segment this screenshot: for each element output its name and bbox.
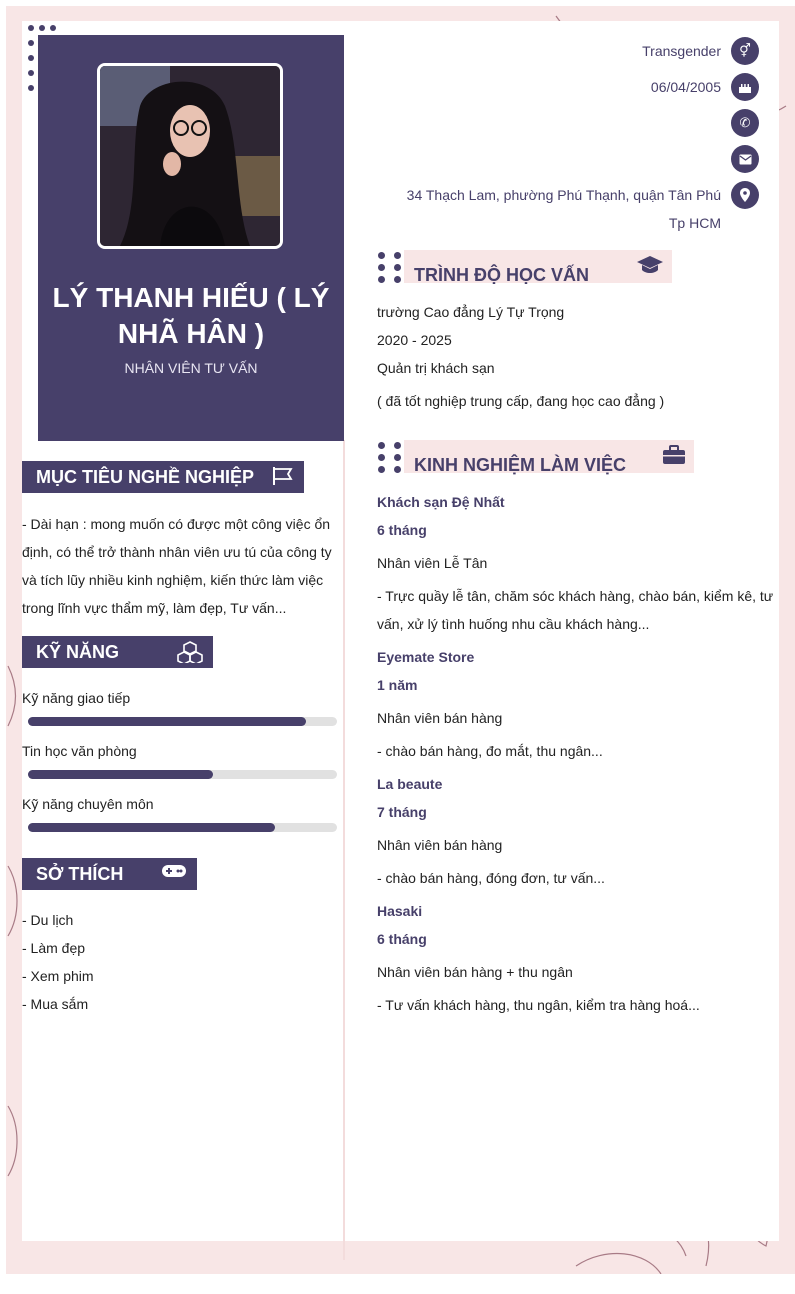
objective-line-2: định, có thể trở thành nhân viên ưu tú của công ty <box>22 544 332 560</box>
hobby-3: - Xem phim <box>22 968 94 984</box>
job-desc-4: - Tư vấn khách hàng, thu ngân, kiểm tra hàng hoá... <box>377 997 700 1013</box>
education-heading <box>404 250 672 283</box>
job-company-1: Khách sạn Đệ Nhất <box>377 494 505 510</box>
floral-decoration-left <box>6 646 22 1266</box>
skill-bar-fill-3 <box>28 823 275 832</box>
address-line2: Tp HCM <box>668 215 721 231</box>
address-line1: 34 Thạch Lam, phường Phú Thạnh, quận Tân Phú <box>406 187 721 203</box>
objective-heading <box>22 461 304 493</box>
hobby-1: - Du lịch <box>22 912 74 928</box>
skills-heading <box>22 636 213 668</box>
contact-phone <box>721 109 759 137</box>
skill-bar-3 <box>28 823 337 832</box>
skill-label-3: Kỹ năng chuyên môn <box>22 796 154 812</box>
hobbies-heading-text: SỞ THÍCH <box>36 863 124 884</box>
graduation-cap-icon <box>636 255 664 281</box>
column-divider <box>343 440 345 1260</box>
education-years: 2020 - 2025 <box>377 332 452 348</box>
phone-icon: ✆ <box>731 109 759 137</box>
education-heading-text: TRÌNH ĐỘ HỌC VẤN <box>414 265 589 285</box>
cubes-icon <box>177 641 203 668</box>
gamepad-icon <box>161 863 187 884</box>
cake-icon <box>731 73 759 101</box>
avatar-photo <box>100 66 280 246</box>
experience-heading-text: KINH NGHIỆM LÀM VIỆC <box>414 455 627 475</box>
job-title: NHÂN VIÊN TƯ VẤN <box>124 360 258 376</box>
job-duration-2: 1 năm <box>377 677 418 693</box>
briefcase-icon <box>662 445 686 471</box>
map-pin-icon <box>731 181 759 209</box>
job-position-2: Nhân viên bán hàng <box>377 710 503 726</box>
contact-birthday <box>651 73 759 101</box>
job-desc-1a: - Trực quầy lễ tân, chăm sóc khách hàng, chào bán, kiểm kê, tư <box>377 588 774 604</box>
contact-gender <box>642 37 759 65</box>
candidate-name: LÝ THANH HIẾU ( LÝ NHÃ HÂN ) <box>52 282 330 349</box>
hobby-4: - Mua sắm <box>22 996 89 1012</box>
skill-bar-fill-1 <box>28 717 306 726</box>
job-company-4: Hasaki <box>377 903 423 919</box>
flag-icon <box>272 466 294 491</box>
hobby-2: - Làm đẹp <box>22 940 86 956</box>
skill-label-2: Tin học văn phòng <box>22 743 137 759</box>
education-major: Quản trị khách sạn <box>377 360 495 376</box>
job-desc-2: - chào bán hàng, đo mắt, thu ngân... <box>377 743 603 759</box>
job-position-4: Nhân viên bán hàng + thu ngân <box>377 964 573 980</box>
job-duration-3: 7 tháng <box>377 804 427 820</box>
objective-line-4: trong lĩnh vực thẩm mỹ, làm đẹp, Tư vấn... <box>22 600 287 616</box>
contact-email <box>721 145 759 173</box>
skill-label-1: Kỹ năng giao tiếp <box>22 690 131 706</box>
experience-heading <box>404 440 694 473</box>
education-note: ( đã tốt nghiệp trung cấp, đang học cao đẳng ) <box>377 393 665 409</box>
gender-text: Transgender <box>642 43 721 59</box>
objective-heading-text: MỤC TIÊU NGHỀ NGHIỆP <box>36 466 255 487</box>
job-duration-1: 6 tháng <box>377 522 427 538</box>
job-company-2: Eyemate Store <box>377 649 475 665</box>
objective-line-3: và tích lũy nhiều kinh nghiệm, kiến thức làm việc <box>22 572 324 588</box>
gender-icon: ⚥ <box>731 37 759 65</box>
job-duration-4: 6 tháng <box>377 931 427 947</box>
skill-bar-2 <box>28 770 337 779</box>
job-position-1: Nhân viên Lễ Tân <box>377 555 488 571</box>
skill-bar-1 <box>28 717 337 726</box>
avatar <box>97 63 283 249</box>
job-position-3: Nhân viên bán hàng <box>377 837 503 853</box>
skill-bar-fill-2 <box>28 770 213 779</box>
email-icon <box>731 145 759 173</box>
education-school: trường Cao đẳng Lý Tự Trọng <box>377 304 565 320</box>
job-desc-1b: vấn, xử lý tình huống nhu cầu khách hàng... <box>377 616 650 632</box>
contact-address <box>407 181 759 209</box>
job-desc-3: - chào bán hàng, đóng đơn, tư vấn... <box>377 870 605 886</box>
skills-heading-text: KỸ NĂNG <box>36 641 120 662</box>
hobbies-heading <box>22 858 197 890</box>
birthday-text: 06/04/2005 <box>650 79 721 95</box>
job-company-3: La beaute <box>377 776 443 792</box>
objective-line-1: - Dài hạn : mong muốn có được một công việc ổn <box>22 516 331 532</box>
